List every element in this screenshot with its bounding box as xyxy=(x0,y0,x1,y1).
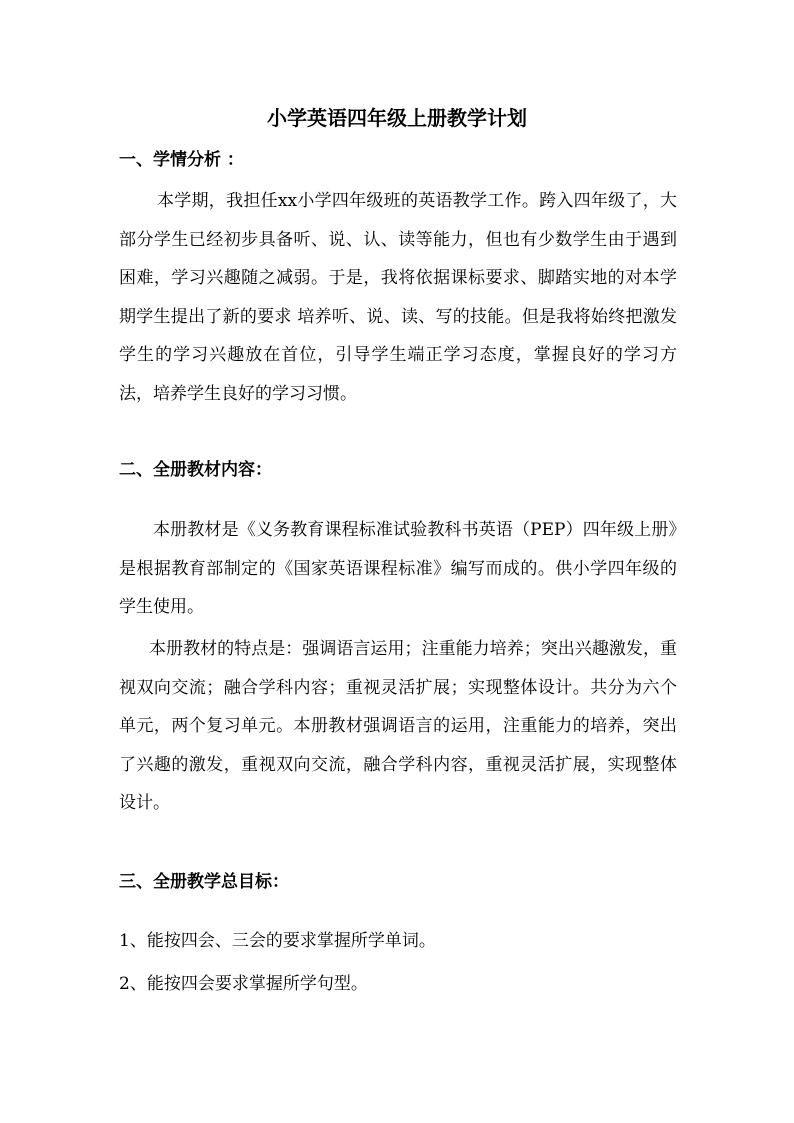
paragraph-content-features: 本册教材的特点是：强调语言运用；注重能力培养；突出兴趣激发，重视双向交流；融合学科内容；重视灵活扩展；实现整体设计。共分为六个单元，两个复习单元。本册教材强调语言的运用，注重能力的培养，突出了兴趣的激发，重视双向交流，融合学科内容，重视灵活扩展，实现整体设计。 xyxy=(119,639,677,813)
goal-item-sentences: 2、能按四会要求掌握所学句型。 xyxy=(119,974,368,994)
paragraph-content-intro: 本册教材是《义务教育课程标准试验教科书英语（PEP）四年级上册》是根据教育部制定的《国家英语课程标准》编写而成的。供小学四年级的学生使用。 xyxy=(119,520,677,617)
document-title: 小学英语四年级上册教学计划 xyxy=(267,106,527,130)
section-heading-goals: 三、全册教学总目标： xyxy=(119,872,289,892)
section-heading-analysis: 一、学情分析 ： xyxy=(119,150,244,170)
paragraph-analysis: 本学期，我担任xx小学四年级班的英语教学工作。跨入四年级了，大部分学生已经初步具备听、说、认、读等能力，但也有少数学生由于遇到困难，学习兴趣随之减弱。于是，我将依据课标要求、脚踏实地的对本学期学生提出了新的要求 培养听、说、读、写的技能。但是我将始终把激发学生的学习兴趣放在首位，引导学生端正学习态度，掌握良好的学习方法，培养学生良好的学习习惯。 xyxy=(119,191,677,404)
section-heading-content: 二、全册教材内容： xyxy=(119,460,272,480)
goal-item-vocabulary: 1、能按四会、三会的要求掌握所学单词。 xyxy=(119,931,436,951)
